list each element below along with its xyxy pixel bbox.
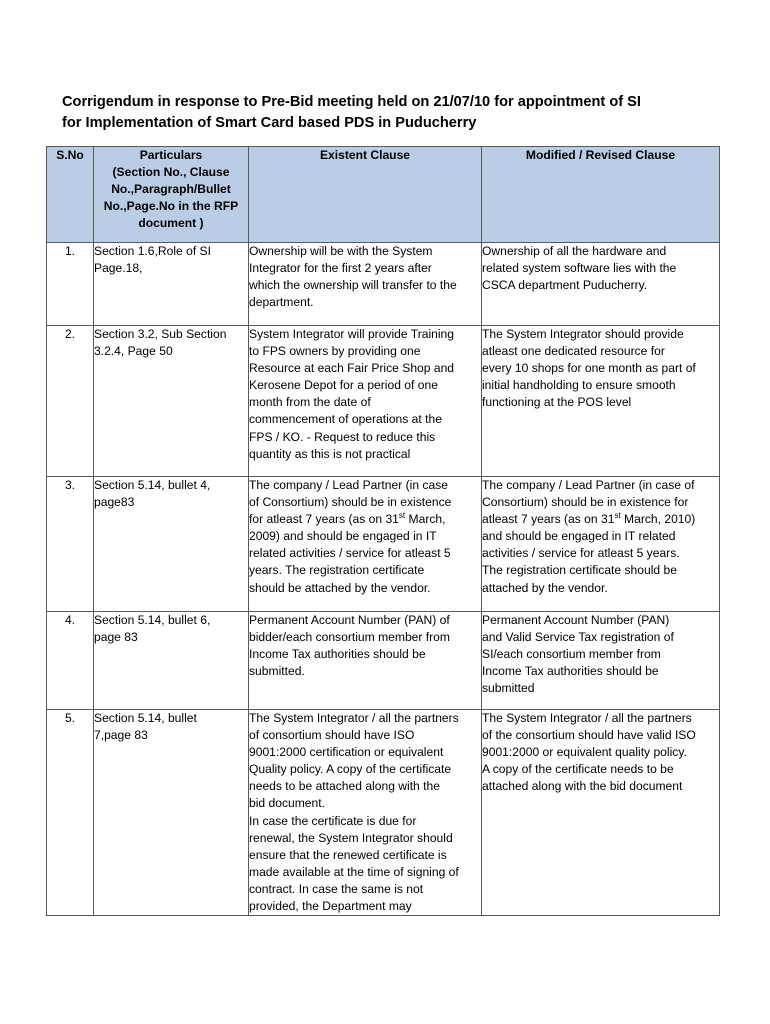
cell-line: related activities / service for atleast 5	[249, 546, 451, 561]
cell-text: March, 2010)	[620, 512, 696, 527]
row-existent-clause	[249, 243, 482, 326]
cell-line: related system software lies with the	[482, 261, 677, 276]
row-particulars	[94, 243, 249, 326]
cell-line: Ownership will be with the System	[249, 244, 433, 258]
row-modified-clause	[482, 710, 720, 916]
header-particulars	[94, 147, 249, 243]
row-particulars	[94, 326, 249, 477]
cell-line: Section 3.2, Sub Section	[94, 327, 227, 341]
document-title	[62, 92, 722, 134]
cell-line: renewal, the System Integrator should	[249, 830, 453, 845]
cell-line: ensure that the renewed certificate is	[249, 847, 447, 862]
table-row	[47, 710, 720, 916]
row-existent-clause	[249, 326, 482, 477]
ordinal-suffix: st	[398, 511, 406, 521]
cell-line: functioning at the POS level	[482, 395, 632, 410]
cell-line: and should be engaged in IT related	[482, 529, 676, 544]
cell-line: The company / Lead Partner (in case of	[482, 478, 695, 492]
cell-line: made available at the time of signing of	[249, 864, 459, 879]
cell-line: FPS / KO. - Request to reduce this	[249, 429, 436, 444]
row-modified-clause	[482, 612, 720, 710]
row-sno: 4.	[47, 612, 94, 710]
cell-line: Section 1.6,Role of SI	[94, 244, 211, 258]
cell-line: Income Tax authorities should be	[249, 647, 426, 662]
cell-line	[482, 511, 719, 528]
cell-line: department.	[249, 295, 314, 310]
cell-line: 9001:2000 or equivalent quality policy.	[482, 745, 687, 760]
row-sno: 3.	[47, 477, 94, 612]
cell-line: bid document.	[249, 796, 325, 811]
cell-line: Permanent Account Number (PAN)	[482, 613, 670, 627]
cell-line: The company / Lead Partner (in case	[249, 478, 448, 492]
cell-line: System Integrator will provide Training	[249, 327, 455, 341]
cell-text: March,	[405, 512, 446, 527]
row-particulars	[94, 710, 249, 916]
row-modified-clause	[482, 326, 720, 477]
cell-text: atleast 7 years (as on 31	[482, 512, 615, 527]
cell-line: Ownership of all the hardware and	[482, 244, 667, 258]
cell-line: of the consortium should have valid ISO	[482, 728, 696, 743]
cell-line: The System Integrator / all the partners	[482, 711, 692, 725]
table-row	[47, 612, 720, 710]
cell-line: Integrator for the first 2 years after	[249, 261, 432, 276]
row-particulars	[94, 612, 249, 710]
cell-line: contract. In case the same is not	[249, 881, 424, 896]
cell-line: initial handholding to ensure smooth	[482, 378, 676, 393]
row-particulars	[94, 477, 249, 612]
cell-line: Consortium) should be in existence for	[482, 495, 689, 510]
ordinal-suffix: st	[614, 511, 621, 521]
cell-line: of Consortium) should be in existence	[249, 495, 452, 510]
cell-line: should be attached by the vendor.	[249, 580, 431, 595]
cell-line: The System Integrator / all the partners	[249, 711, 459, 725]
cell-line: activities / service for atleast 5 years.	[482, 546, 680, 561]
row-existent-clause	[249, 477, 482, 612]
cell-line: month from the date of	[249, 395, 371, 410]
cell-line: and Valid Service Tax registration of	[482, 630, 674, 645]
cell-line: needs to be attached along with the	[249, 779, 440, 794]
cell-line: 2009) and should be engaged in IT	[249, 529, 437, 544]
cell-line: 3.2.4, Page 50	[94, 344, 173, 359]
cell-line: Kerosene Depot for a period of one	[249, 378, 438, 393]
title-line-2: for Implementation of Smart Card based PDS in Puducherry	[62, 115, 477, 131]
cell-line: A copy of the certificate needs to be	[482, 762, 674, 777]
cell-line: attached by the vendor.	[482, 580, 608, 595]
cell-line: CSCA department Puducherry.	[482, 278, 648, 293]
table-row	[47, 477, 720, 612]
cell-line: bidder/each consortium member from	[249, 630, 450, 645]
cell-line: Page.18,	[94, 261, 143, 276]
cell-text: for atleast 7 years (as on 31	[249, 512, 399, 527]
table-row	[47, 243, 720, 326]
row-sno: 1.	[47, 243, 94, 326]
cell-line: Section 5.14, bullet 6,	[94, 613, 211, 627]
cell-line: every 10 shops for one month as part of	[482, 361, 696, 376]
corrigendum-table	[46, 146, 720, 916]
cell-line: Permanent Account Number (PAN) of	[249, 613, 450, 627]
cell-line: which the ownership will transfer to the	[249, 278, 457, 293]
cell-line: In case the certificate is due for	[249, 813, 417, 828]
cell-line: page83	[94, 495, 135, 510]
table-row	[47, 326, 720, 477]
cell-line: Section 5.14, bullet	[94, 711, 197, 725]
cell-line: to FPS owners by providing one	[249, 344, 421, 359]
cell-line: The System Integrator should provide	[482, 327, 684, 341]
row-sno: 2.	[47, 326, 94, 477]
cell-line: 7,page 83	[94, 728, 148, 743]
row-modified-clause	[482, 477, 720, 612]
table-header-row	[47, 147, 720, 243]
cell-line: SI/each consortium member from	[482, 647, 661, 662]
cell-line: page 83	[94, 630, 138, 645]
cell-line: submitted	[482, 681, 535, 696]
title-line-1: Corrigendum in response to Pre-Bid meeting held on 21/07/10 for appointment of SI	[62, 94, 641, 110]
cell-line	[249, 511, 481, 528]
header-particulars-line: No.,Page.No in the RFP	[103, 199, 239, 214]
header-sno: S.No	[47, 147, 94, 243]
cell-line: atleast one dedicated resource for	[482, 344, 665, 359]
header-modified-clause: Modified / Revised Clause	[482, 147, 720, 243]
cell-line: Income Tax authorities should be	[482, 664, 659, 679]
cell-line: of consortium should have ISO	[249, 728, 415, 743]
cell-line: attached along with the bid document	[482, 779, 683, 794]
cell-line: The registration certificate should be	[482, 563, 677, 578]
cell-line: Resource at each Fair Price Shop and	[249, 361, 455, 376]
cell-line: provided, the Department may	[249, 899, 412, 914]
row-existent-clause	[249, 612, 482, 710]
cell-line: submitted.	[249, 664, 305, 679]
cell-line: commencement of operations at the	[249, 412, 442, 427]
cell-line: Quality policy. A copy of the certificate	[249, 762, 452, 777]
row-sno: 5.	[47, 710, 94, 916]
header-particulars-line: No.,Paragraph/Bullet	[111, 182, 231, 197]
header-particulars-line: Particulars	[139, 148, 203, 162]
cell-line: 9001:2000 certification or equivalent	[249, 745, 444, 760]
row-modified-clause	[482, 243, 720, 326]
header-particulars-line: (Section No., Clause	[112, 165, 230, 180]
header-existent-clause: Existent Clause	[249, 147, 482, 243]
row-existent-clause	[249, 710, 482, 916]
header-particulars-line: document )	[138, 216, 204, 231]
cell-line: years. The registration certificate	[249, 563, 425, 578]
cell-line: Section 5.14, bullet 4,	[94, 478, 211, 492]
cell-line: quantity as this is not practical	[249, 446, 411, 461]
